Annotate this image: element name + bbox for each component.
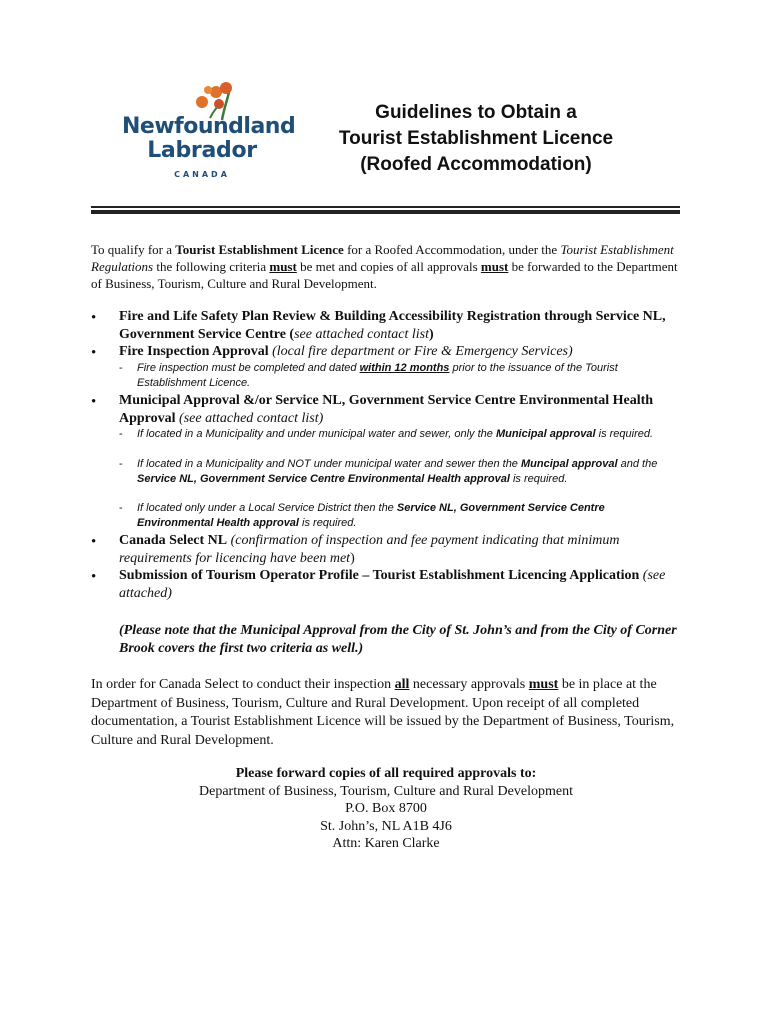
logo-wordmark-labrador: Labrador: [147, 138, 257, 163]
municipal-approval-note: (Please note that the Municipal Approval from the City of St. John’s and from the City of Corner Brook covers the first two criteria as well.): [119, 623, 677, 656]
bullet: •: [91, 310, 97, 326]
government-logo: [122, 80, 296, 190]
title-line-3: (Roofed Accommodation): [360, 154, 592, 175]
address-attention: Attn: Karen Clarke: [332, 836, 440, 851]
address-po-box: P.O. Box 8700: [345, 801, 427, 816]
bullet: •: [91, 569, 97, 585]
divider-thin-top: [91, 206, 680, 208]
title-line-2: Tourist Establishment Licence: [338, 128, 614, 149]
bullet: •: [91, 534, 97, 550]
criteria-item-fire-inspection: Fire Inspection Approval (local fire department or Fire & Emergency Services): [119, 344, 573, 359]
address-department: Department of Business, Tourism, Culture and Rural Development: [199, 783, 573, 799]
logo-wordmark-newfoundland: Newfoundland: [122, 114, 296, 139]
mailing-address-block: [91, 765, 681, 853]
bullet: •: [91, 394, 97, 410]
criteria-item-municipal-approval: Municipal Approval &/or Service NL, Government Service Centre Environmental Health Approval (see attached contact list): [119, 393, 654, 426]
bullet: •: [91, 345, 97, 361]
criteria-item-operator-profile: Submission of Tourism Operator Profile – Tourist Establishment Licencing Application (see attached): [119, 568, 666, 601]
address-heading: Please forward copies of all required approvals to:: [235, 766, 537, 781]
inspection-paragraph: In order for Canada Select to conduct their inspection all necessary approvals must be in place at the Department of Business, Tourism, Culture and Rural Development. Upon receipt of all completed documentation, a Tourist Establishment Licence will be issued by the Department of Business, Tourism, Culture and Rural Development.: [91, 677, 675, 748]
page-title: [316, 100, 636, 178]
criteria-item-canada-select: Canada Select NL (confirmation of inspection and fee payment indicating that minimum requirements for licencing have been met): [119, 533, 620, 566]
sub-note-municipal-1: - If located in a Municipality and under municipal water and sewer, only the Municipal approval is required.: [119, 428, 654, 440]
intro-paragraph: To qualify for a Tourist Establishment Licence for a Roofed Accommodation, under the Tourist Establishment Regulations the following criteria must be met and copies of all approvals must be forwarded to the Department of Business, Tourism, Culture and Rural Development.: [91, 242, 678, 291]
sub-note-municipal-2: - If located in a Municipality and NOT under municipal water and sewer then the Muncipal approval and the Service NL, Government Service Centre Environmental Health approval is required.: [119, 458, 658, 485]
criteria-item-fire-life-safety: Fire and Life Safety Plan Review & Building Accessibility Registration through Service NL, Government Service Centre (see attached contact list): [119, 309, 666, 342]
sub-note-fire-inspection: - Fire inspection must be completed and dated within 12 months prior to the issuance of the Tourist Establishment Licence.: [119, 362, 618, 389]
divider-thick: [91, 210, 680, 214]
sub-note-municipal-3: - If located only under a Local Service District then the Service NL, Government Service Centre Environmental Health approval is required.: [119, 502, 605, 529]
title-line-1: Guidelines to Obtain a: [375, 102, 577, 123]
logo-wordmark-canada: CANADA: [174, 170, 230, 179]
address-city: St. John’s, NL A1B 4J6: [320, 818, 452, 834]
